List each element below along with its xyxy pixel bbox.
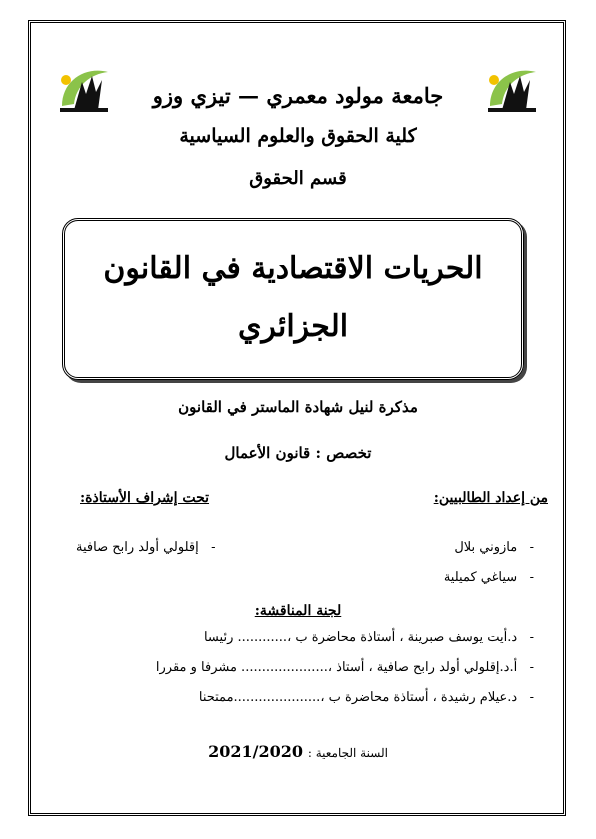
thesis-title-line1: الحريات الاقتصادية في القانون xyxy=(103,251,483,286)
academic-year xyxy=(0,742,596,761)
prepared-by-label: من إعداد الطالبيين: xyxy=(433,490,548,506)
jury-member: - أ.د.إقلولي أولد رابح صافية ، أستاذ ،..................... مشرفا و مقررا xyxy=(155,660,534,675)
university-name: جامعة مولود معمري — تيزي وزو xyxy=(152,83,444,108)
memo-subtitle: مذكرة لنيل شهادة الماستر في القانون xyxy=(178,398,418,416)
specialty: تخصص : قانون الأعمال xyxy=(224,444,372,462)
faculty-name: كلية الحقوق والعلوم السياسية xyxy=(179,125,417,147)
jury-member: - د.عيلام رشيدة ، أستاذة محاضرة ب ،.....................ممتحنا xyxy=(198,690,534,705)
department-name: قسم الحقوق xyxy=(249,168,347,189)
thesis-title-line2: الجزائري xyxy=(237,309,349,344)
title-box xyxy=(62,218,524,380)
jury-label: لجنة المناقشة: xyxy=(254,603,342,619)
supervisor-name: - إقلولي أولد رابح صافية xyxy=(76,540,216,555)
jury-member: - د.أيت يوسف صبرينة ، أستاذة محاضرة ب ،............ رئيسا xyxy=(203,630,534,645)
academic-year-label: السنة الجامعية : xyxy=(307,746,388,760)
student-name: - مازوني بلال xyxy=(454,540,534,555)
academic-year-value: 2021/2020 xyxy=(208,742,303,761)
supervisor-label: تحت إشراف الأستاذة: xyxy=(80,490,210,506)
student-name: - سياغي كميلية xyxy=(443,570,534,585)
